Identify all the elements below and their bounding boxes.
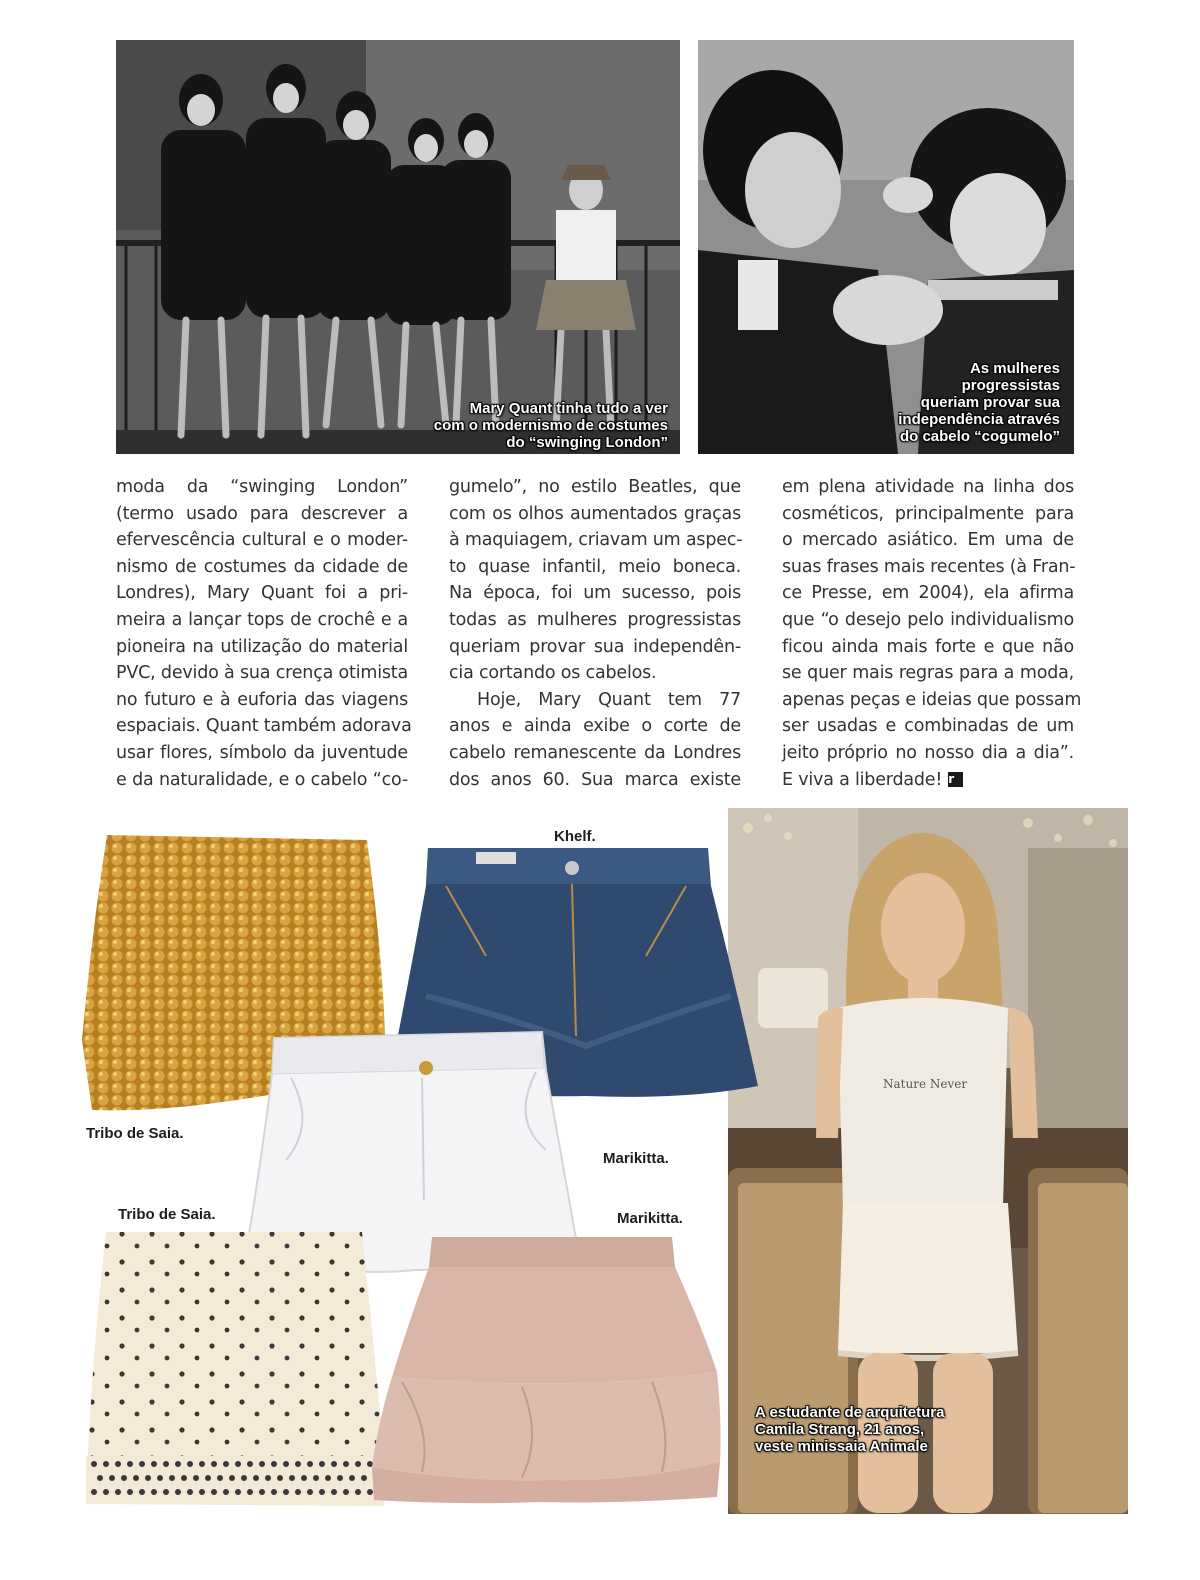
svg-text:Nature Never: Nature Never [883, 1077, 968, 1091]
text-line: se quer mais regras para a moda, [782, 663, 1074, 684]
text-line: o mercado asiático. Em uma de [782, 530, 1074, 551]
text-line: Na época, foi um sucesso, pois [449, 583, 741, 604]
text-line: cosméticos, principalmente para [782, 503, 1074, 524]
caption-student [755, 1404, 944, 1455]
article-column-1 [116, 474, 412, 793]
text-line-final [782, 767, 1074, 794]
text-line: à maquiagem, criavam um aspec- [449, 530, 743, 551]
caption-line: com o modernismo de costumes [433, 417, 668, 434]
text-line: espaciais. Quant também adorava [116, 716, 412, 737]
caption-line: Camila Strang, 21 anos, [755, 1421, 925, 1438]
caption-line: A estudante de arquitetura [755, 1404, 945, 1421]
text-line: e da naturalidade, e o cabelo “co- [116, 769, 408, 790]
text-line: apenas peças e ideias que possam [782, 689, 1082, 710]
caption-line: independência através [898, 411, 1060, 428]
text-line: queriam provar sua independên- [449, 636, 741, 657]
caption-line: progressistas [961, 377, 1060, 394]
text-line: pioneira na utilização do material [116, 636, 408, 657]
studded-skirt-image [84, 1226, 388, 1508]
text-line: efervescência cultural e o moder- [116, 530, 408, 551]
text-line: ce Presse, em 2004), ela afirma [782, 583, 1074, 604]
text-line: todas as mulheres progressistas [449, 609, 741, 630]
caption-models [434, 400, 668, 451]
text-line: nismo de costumes da cidade de [116, 556, 408, 577]
text-line: cabelo remanescente da Londres [449, 742, 741, 763]
text-line: com os olhos aumentados graças [449, 503, 741, 524]
text-line: (termo usado para descrever a [116, 503, 408, 524]
article-column-3 [782, 474, 1082, 793]
end-mark-icon: r [948, 772, 963, 787]
caption-line: veste minissaia Animale [755, 1438, 928, 1455]
text-line: cia cortando os cabelos. [449, 663, 657, 684]
text-line: usar flores, símbolo da juventude [116, 742, 408, 763]
text-line: PVC, devido à sua crença otimista [116, 663, 408, 684]
text-line: que “o desejo pelo individualismo [782, 609, 1074, 630]
caption-line: do cabelo “cogumelo” [899, 428, 1060, 445]
text-line: gumelo”, no estilo Beatles, que [449, 477, 741, 497]
pink-ruffle-skirt-image [372, 1232, 722, 1507]
text-line: jeito próprio no nosso dia a dia”. [782, 742, 1074, 763]
text-line: E viva a liberdade! [782, 769, 943, 790]
caption-line: Mary Quant tinha tudo a ver [469, 400, 668, 417]
label-white-denim: Marikitta. [603, 1150, 669, 1167]
text-line: Londres), Mary Quant foi a pri- [116, 583, 408, 604]
label-gold-sequin: Tribo de Saia. [86, 1125, 184, 1142]
label-pink-ruffle: Marikitta. [617, 1210, 683, 1227]
text-line: suas frases mais recentes (à Fran- [782, 556, 1076, 577]
photo-models-swinging-london [116, 40, 680, 454]
article-column-2 [449, 474, 741, 793]
caption-line: do “swinging London” [506, 434, 668, 451]
text-line: anos e ainda exibe o corte de [449, 716, 741, 737]
text-line: no futuro e à euforia das viagens [116, 689, 408, 710]
caption-line: As mulheres [969, 360, 1060, 377]
text-line: moda da “swinging London” [116, 477, 408, 497]
text-line: ser usadas e combinadas de um [782, 716, 1074, 737]
text-line: ficou ainda mais forte e que não [782, 636, 1074, 657]
text-line: meira a lançar tops de crochê e a [116, 609, 408, 630]
text-line: dos anos 60. Sua marca existe [449, 769, 741, 790]
text-line: em plena atividade na linha dos [782, 477, 1074, 497]
label-denim: Khelf. [554, 828, 596, 845]
caption-line: queriam provar sua [920, 394, 1060, 411]
caption-haircut [898, 360, 1060, 445]
text-line: to quase infantil, meio boneca. [449, 556, 741, 577]
text-line: Hoje, Mary Quant tem 77 [477, 689, 741, 710]
label-studded: Tribo de Saia. [118, 1206, 216, 1223]
